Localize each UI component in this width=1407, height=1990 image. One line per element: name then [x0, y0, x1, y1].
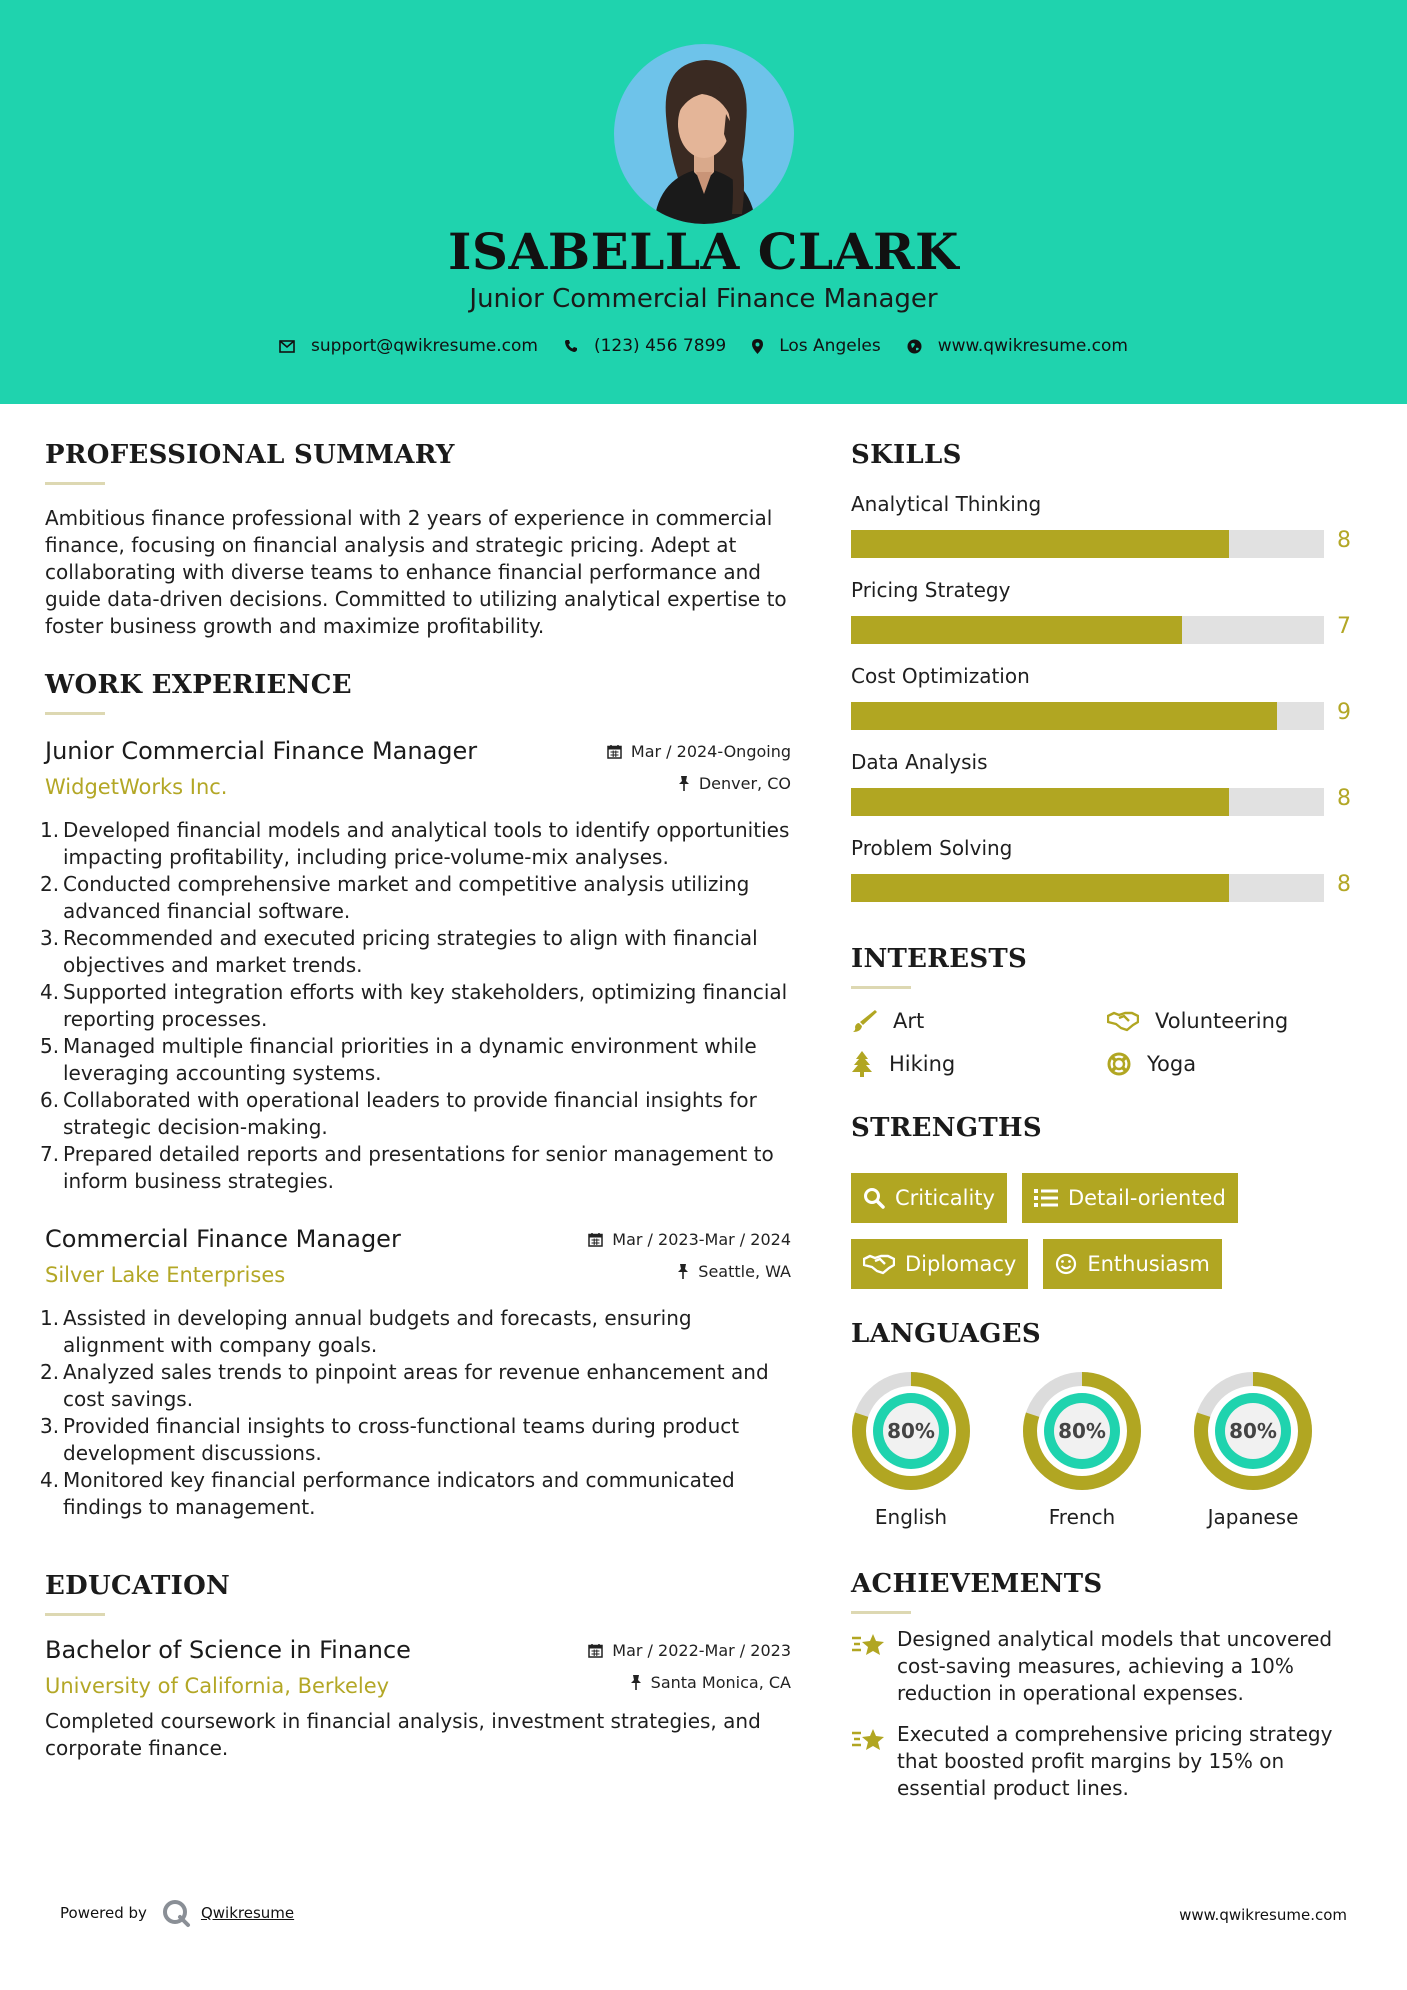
job-location: Denver, CO [678, 774, 791, 793]
achievements-section [851, 1569, 1361, 1802]
achievement-item: Designed analytical models that uncovered cost-saving measures, achieving a 10% reduction in operational expenses. [851, 1626, 1361, 1707]
language-ring [1193, 1371, 1313, 1491]
phone-icon [564, 339, 578, 353]
strengths-list [851, 1173, 1361, 1305]
list-item: 4. Supported integration efforts with key stakeholders, optimizing financial reporting processes. [40, 980, 788, 1031]
job-bullets [40, 817, 791, 1195]
skill-value: 8 [1337, 872, 1351, 897]
job-role: Commercial Finance Manager [45, 1225, 401, 1253]
section-divider [45, 482, 105, 485]
shooting-star-icon [851, 1630, 887, 1660]
skill-row [851, 664, 1361, 750]
left-column [40, 440, 791, 1762]
skill-bar-track [851, 788, 1324, 816]
candidate-name: ISABELLA CLARK [448, 222, 959, 281]
list-item: 7. Prepared detailed reports and presentations for senior management to inform business strategies. [40, 1142, 774, 1193]
job-company: Silver Lake Enterprises [45, 1263, 286, 1287]
calendar-icon [607, 744, 622, 759]
section-divider [851, 1611, 911, 1614]
skill-value: 7 [1337, 614, 1351, 639]
shooting-star-icon [851, 1725, 887, 1755]
profile-photo [614, 44, 794, 224]
language-name: English [874, 1505, 948, 1529]
job-entry [40, 737, 791, 1195]
footer-powered-by [60, 1898, 294, 1928]
job-location: Seattle, WA [677, 1262, 791, 1281]
skill-row [851, 492, 1361, 578]
skill-row [851, 578, 1361, 664]
education-text: Completed coursework in financial analysis, investment strategies, and corporate finance. [45, 1709, 761, 1760]
contact-website[interactable] [907, 336, 1128, 356]
location-text: Los Angeles [779, 336, 881, 356]
interests-section [851, 944, 1361, 1077]
education-section [45, 1571, 791, 1762]
globe-icon [907, 339, 922, 354]
list-item: 2. Analyzed sales trends to pinpoint areas for revenue enhancement and cost savings. [40, 1360, 769, 1411]
language-name: Japanese [1207, 1505, 1299, 1529]
experience-heading: WORK EXPERIENCE [45, 670, 352, 700]
achievements-heading: ACHIEVEMENTS [851, 1569, 1103, 1599]
language-item [1193, 1371, 1313, 1529]
footer-website[interactable]: www.qwikresume.com [1179, 1906, 1347, 1924]
list-item: 2. Conducted comprehensive market and competitive analysis utilizing advanced financial software. [40, 872, 750, 923]
contact-email[interactable] [279, 336, 538, 356]
education-entry [45, 1636, 791, 1762]
job-role: Junior Commercial Finance Manager [45, 737, 478, 765]
skill-bar-fill [851, 530, 1229, 558]
skill-row [851, 836, 1361, 922]
envelope-icon [279, 340, 295, 353]
job-date: Mar / 2023-Mar / 2024 [588, 1230, 791, 1249]
strength-chip: Criticality [851, 1173, 1007, 1223]
interest-item: Yoga [1107, 1051, 1347, 1077]
skill-bar-fill [851, 616, 1182, 644]
list-item: 1. Assisted in developing annual budgets and forecasts, ensuring alignment with company goals. [40, 1306, 692, 1357]
pushpin-icon [677, 1264, 689, 1279]
section-divider [851, 986, 911, 989]
handshake-icon [863, 1253, 895, 1275]
skill-value: 8 [1337, 786, 1351, 811]
degree: Bachelor of Science in Finance [45, 1636, 411, 1664]
languages-section [851, 1319, 1361, 1529]
contact-bar [0, 336, 1407, 356]
search-icon [863, 1187, 885, 1209]
skill-value: 9 [1337, 700, 1351, 725]
header [0, 0, 1407, 404]
skill-bar-track [851, 702, 1324, 730]
language-ring [1022, 1371, 1142, 1491]
language-name: French [1048, 1505, 1116, 1529]
skill-name: Data Analysis [851, 750, 988, 774]
contact-location [752, 336, 881, 356]
lifebuoy-icon [1107, 1052, 1131, 1076]
achievement-item: Executed a comprehensive pricing strategy that boosted profit margins by 15% on essential product lines. [851, 1721, 1361, 1802]
job-company: WidgetWorks Inc. [45, 775, 228, 799]
pushpin-icon [630, 1675, 642, 1690]
language-percent: 80% [1058, 1419, 1106, 1443]
tree-icon [851, 1051, 873, 1077]
strength-chip: Diplomacy [851, 1239, 1028, 1289]
experience-section [40, 670, 791, 1521]
skill-bar-track [851, 530, 1324, 558]
summary-heading: PROFESSIONAL SUMMARY [45, 440, 455, 470]
interest-item: Hiking [851, 1051, 1107, 1077]
skill-name: Pricing Strategy [851, 578, 1011, 602]
skill-bar-fill [851, 702, 1277, 730]
skill-bar-fill [851, 874, 1229, 902]
skill-bar-track [851, 616, 1324, 644]
skill-name: Problem Solving [851, 836, 1013, 860]
list-item: 6. Collaborated with operational leaders to provide financial insights for strategic decision-making. [40, 1088, 757, 1139]
interest-item: Volunteering [1107, 1009, 1347, 1033]
email-text: support@qwikresume.com [311, 336, 538, 356]
language-ring [851, 1371, 971, 1491]
pushpin-icon [678, 776, 690, 791]
list-icon [1034, 1188, 1058, 1208]
calendar-icon [588, 1232, 603, 1247]
handshake-icon [1107, 1010, 1139, 1032]
job-entry [40, 1225, 791, 1521]
map-pin-icon [752, 339, 763, 354]
brand-link[interactable]: Qwikresume [200, 1904, 295, 1922]
list-item: 5. Managed multiple financial priorities in a dynamic environment while leveraging accounting systems. [40, 1034, 757, 1085]
skill-row [851, 750, 1361, 836]
education-location: Santa Monica, CA [630, 1673, 791, 1692]
strength-chip: Enthusiasm [1043, 1239, 1221, 1289]
list-item: 3. Recommended and executed pricing strategies to align with financial objectives and market trends. [40, 926, 758, 977]
summary-text: Ambitious finance professional with 2 years of experience in commercial finance, focusing on financial analysis and strategic pricing. Adept at collaborating with diverse teams to enhance financial performance and guide data-driven decisions. Committed to utilizing analytical expertise to foster business growth and maximize profitability. [45, 506, 787, 638]
skill-bar-track [851, 874, 1324, 902]
list-item: 4. Monitored key financial performance indicators and communicated findings to management. [40, 1468, 735, 1519]
section-divider [45, 712, 105, 715]
interests-heading: INTERESTS [851, 944, 1028, 974]
calendar-icon [588, 1643, 603, 1658]
smile-icon [1055, 1253, 1077, 1275]
language-item [1022, 1371, 1142, 1529]
strength-chip: Detail-oriented [1022, 1173, 1238, 1223]
section-divider [45, 1613, 105, 1616]
strengths-section [851, 1113, 1361, 1305]
language-percent: 80% [887, 1419, 935, 1443]
contact-phone[interactable] [564, 336, 726, 356]
paintbrush-icon [851, 1009, 877, 1033]
list-item: 1. Developed financial models and analytical tools to identify opportunities impacting profitability, including price-volume-mix analyses. [40, 818, 790, 869]
skills-list [851, 492, 1361, 922]
list-item: 3. Provided financial insights to cross-functional teams during product development discussions. [40, 1414, 740, 1465]
phone-text: (123) 456 7899 [593, 336, 727, 356]
skill-value: 8 [1337, 528, 1351, 553]
skill-name: Analytical Thinking [851, 492, 1042, 516]
skills-heading: SKILLS [851, 440, 962, 470]
school: University of California, Berkeley [45, 1674, 390, 1698]
powered-by-text: Powered by [60, 1904, 147, 1922]
language-item [851, 1371, 971, 1529]
skills-section [851, 440, 1361, 922]
interest-item: Art [851, 1009, 1107, 1033]
job-date: Mar / 2024-Ongoing [607, 742, 791, 761]
language-percent: 80% [1229, 1419, 1277, 1443]
education-date: Mar / 2022-Mar / 2023 [588, 1641, 791, 1660]
website-text: www.qwikresume.com [937, 336, 1128, 356]
job-bullets [40, 1305, 791, 1521]
education-heading: EDUCATION [45, 1571, 231, 1601]
languages-heading: LANGUAGES [851, 1319, 1041, 1349]
skill-name: Cost Optimization [851, 664, 1030, 688]
summary-section [45, 440, 791, 640]
interests-list [851, 1009, 1361, 1077]
candidate-title: Junior Commercial Finance Manager [469, 284, 938, 314]
skill-bar-fill [851, 788, 1229, 816]
languages-list [851, 1371, 1361, 1529]
strengths-heading: STRENGTHS [851, 1113, 1042, 1143]
right-column [851, 440, 1361, 1802]
qwikresume-logo-icon [161, 1898, 191, 1928]
